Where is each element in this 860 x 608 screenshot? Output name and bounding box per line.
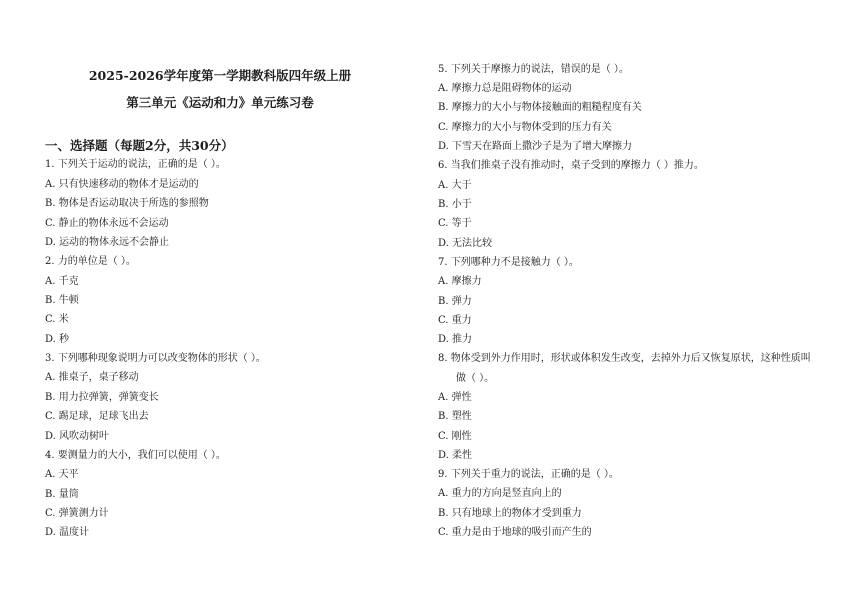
option-b: B. 量筒 [45, 489, 79, 500]
option-c: C. 摩擦力的大小与物体受到的压力有关 [438, 122, 612, 133]
option-b: B. 用力拉弹簧，弹簧变长 [45, 392, 159, 403]
option-c: C. 静止的物体永远不会运动 [45, 218, 169, 229]
option-c: C. 重力 [438, 315, 472, 326]
option-a: A. 摩擦力 [438, 276, 482, 287]
option-d: D. 风吹动树叶 [45, 431, 110, 442]
option-b: B. 物体是否运动取决于所选的参照物 [45, 198, 209, 209]
option-d: D. 无法比较 [438, 238, 493, 249]
option-c: C. 米 [45, 314, 69, 325]
option-b: B. 塑性 [438, 411, 472, 422]
option-a: A. 天平 [45, 469, 79, 480]
question-stem: 7. 下列哪种力不是接触力（ ）。 [438, 257, 579, 268]
document-title-line1: 2025-2026学年度第一学期教科版四年级上册 [88, 68, 352, 83]
question-stem: 8. 物体受到外力作用时，形状或体积发生改变，去掉外力后又恢复原状，这种性质叫 [438, 353, 811, 364]
option-d: D. 秒 [45, 334, 70, 345]
option-d: D. 温度计 [45, 527, 90, 538]
option-a: A. 摩擦力总是阻碍物体的运动 [438, 83, 572, 94]
question-stem: 3. 下列哪种现象说明力可以改变物体的形状（ ）。 [45, 353, 266, 364]
option-b: B. 弹力 [438, 296, 472, 307]
option-d: D. 推力 [438, 334, 473, 345]
option-a: A. 只有快速移动的物体才是运动的 [45, 179, 199, 190]
option-b: B. 小于 [438, 199, 472, 210]
option-c: C. 弹簧测力计 [45, 508, 109, 519]
question-stem: 4. 要测量力的大小，我们可以使用（ ）。 [45, 450, 226, 461]
question-stem-continued: 做（ ）。 [456, 373, 495, 384]
option-a: A. 弹性 [438, 392, 472, 403]
document-title-line2: 第三单元《运动和力》单元练习卷 [126, 95, 314, 110]
option-b: B. 牛顿 [45, 295, 79, 306]
question-stem: 2. 力的单位是（ ）。 [45, 256, 136, 267]
option-b: B. 只有地球上的物体才受到重力 [438, 508, 582, 519]
question-stem: 9. 下列关于重力的说法，正确的是（ ）。 [438, 469, 619, 480]
option-c: C. 等于 [438, 218, 472, 229]
option-c: C. 刚性 [438, 431, 472, 442]
option-a: A. 推桌子，桌子移动 [45, 372, 139, 383]
option-d: D. 柔性 [438, 450, 473, 461]
question-stem: 1. 下列关于运动的说法，正确的是（ ）。 [45, 159, 226, 170]
option-c: C. 踢足球，足球飞出去 [45, 411, 149, 422]
option-d: D. 运动的物体永远不会静止 [45, 237, 170, 248]
question-stem: 6. 当我们推桌子没有推动时，桌子受到的摩擦力（ ）推力。 [438, 160, 704, 171]
option-a: A. 大于 [438, 180, 472, 191]
option-a: A. 重力的方向是竖直向上的 [438, 488, 562, 499]
question-stem: 5. 下列关于摩擦力的说法，错误的是（ ）。 [438, 64, 629, 75]
option-c: C. 重力是由于地球的吸引而产生的 [438, 527, 592, 538]
section-heading-choice: 一、选择题（每题2分，共30分） [45, 138, 234, 153]
option-a: A. 千克 [45, 276, 79, 287]
option-d: D. 下雪天在路面上撒沙子是为了增大摩擦力 [438, 141, 633, 152]
option-b: B. 摩擦力的大小与物体接触面的粗糙程度有关 [438, 102, 642, 113]
